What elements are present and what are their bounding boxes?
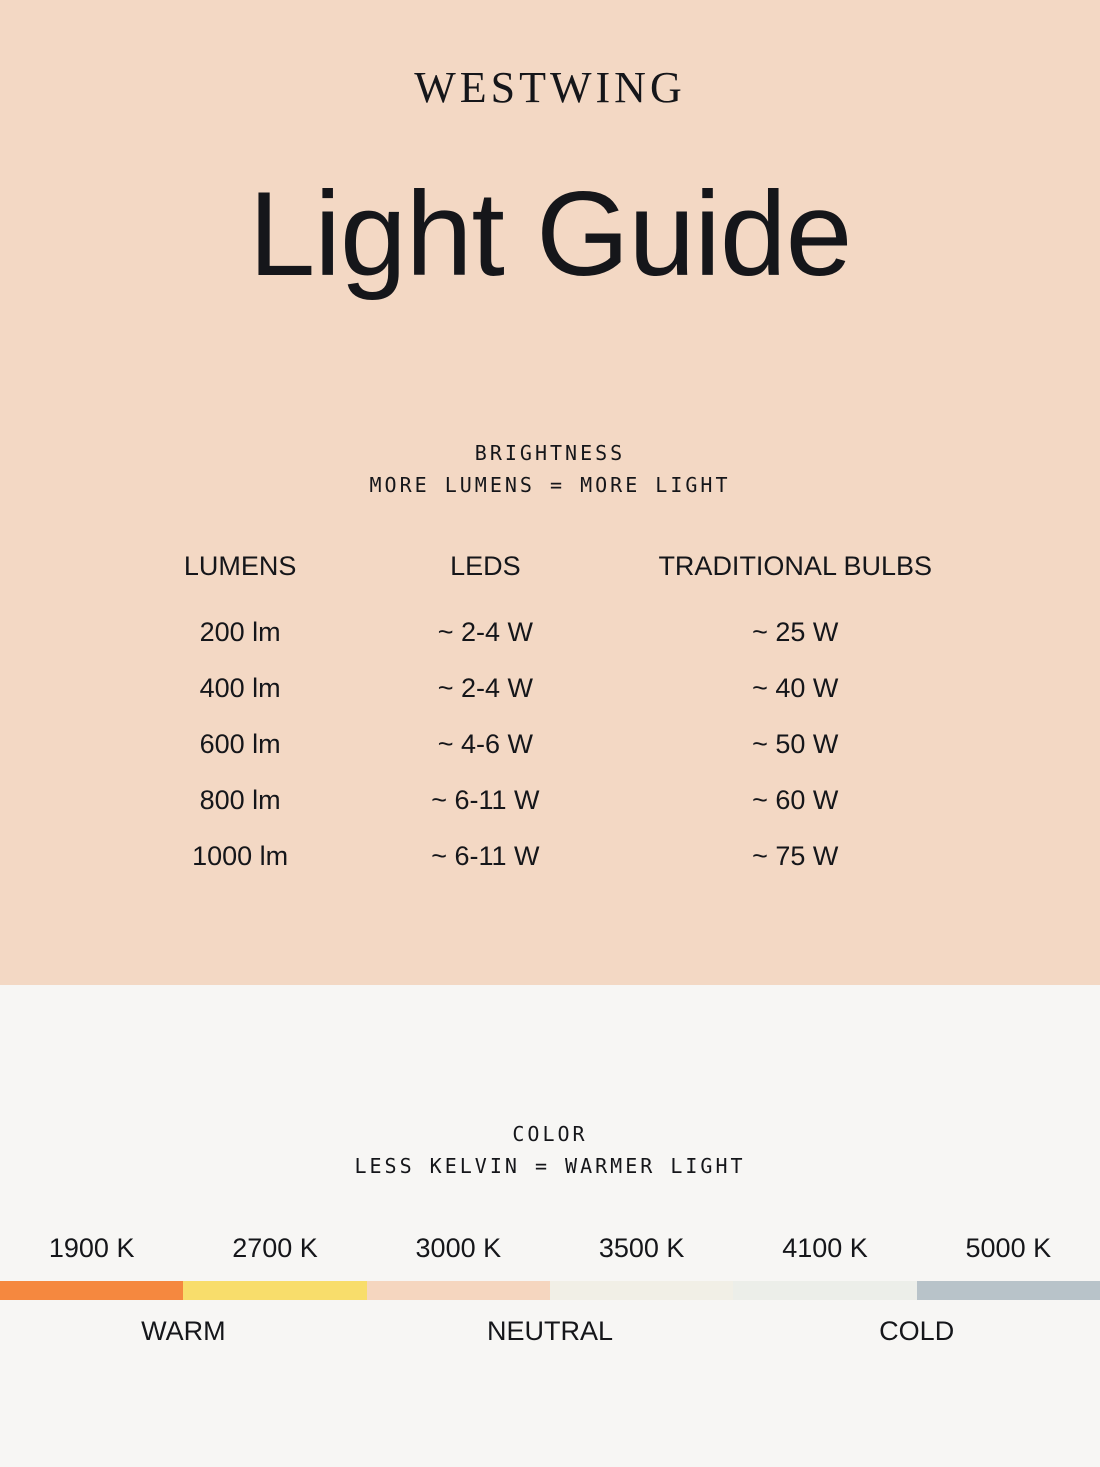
cell-leds: ~ 4-6 W: [437, 728, 533, 759]
cell-bulbs: ~ 40 W: [752, 672, 839, 703]
kelvin-value: 5000 K: [965, 1233, 1052, 1263]
temperature-label-neutral: NEUTRAL: [486, 1316, 614, 1346]
cell-lumens: 600 lm: [199, 728, 281, 759]
brightness-table: [110, 550, 990, 884]
table-row: [110, 716, 990, 772]
color-swatch: [0, 1281, 183, 1300]
color-swatch: [733, 1281, 916, 1300]
color-swatch: [367, 1281, 550, 1300]
column-header-leds: LEDS: [450, 551, 521, 581]
kelvin-value: 4100 K: [782, 1233, 868, 1263]
cell-bulbs: ~ 75 W: [752, 840, 839, 871]
cell-lumens: 800 lm: [199, 784, 281, 815]
column-header-lumens: LUMENS: [183, 551, 297, 581]
page-title: Light Guide: [248, 167, 852, 301]
cell-leds: ~ 6-11 W: [431, 784, 540, 815]
cell-bulbs: ~ 60 W: [752, 784, 839, 815]
cell-leds: ~ 2-4 W: [437, 616, 533, 647]
color-swatch: [550, 1281, 733, 1300]
table-row: [110, 604, 990, 660]
kelvin-value: 1900 K: [48, 1233, 135, 1263]
kelvin-value: 2700 K: [232, 1233, 318, 1263]
brightness-section-label: [0, 437, 1100, 501]
cell-bulbs: ~ 25 W: [752, 616, 839, 647]
cell-leds: ~ 6-11 W: [431, 840, 540, 871]
kelvin-scale-labels: [0, 1233, 1100, 1264]
temperature-label-cold: COLD: [879, 1316, 955, 1346]
color-section-label: [0, 1118, 1100, 1182]
table-row: [110, 660, 990, 716]
kelvin-value: 3500 K: [598, 1233, 685, 1263]
color-swatch: [183, 1281, 366, 1300]
table-row: [110, 828, 990, 884]
brand-logo: WESTWING: [414, 63, 686, 112]
table-header-row: [110, 550, 990, 604]
cell-bulbs: ~ 50 W: [752, 728, 839, 759]
color-swatch: [917, 1281, 1100, 1300]
kelvin-value: 3000 K: [415, 1233, 502, 1263]
cell-leds: ~ 2-4 W: [437, 672, 533, 703]
cell-lumens: 1000 lm: [192, 840, 289, 871]
brightness-sublabel: MORE LUMENS = MORE LIGHT: [369, 473, 731, 497]
cell-lumens: 400 lm: [199, 672, 281, 703]
color-sublabel: LESS KELVIN = WARMER LIGHT: [354, 1154, 746, 1178]
temperature-labels: [0, 1316, 1100, 1347]
temperature-label-warm: WARM: [141, 1316, 226, 1346]
color-temperature-swatches: [0, 1281, 1100, 1300]
cell-lumens: 200 lm: [199, 616, 281, 647]
color-label: COLOR: [512, 1122, 588, 1146]
brightness-label: BRIGHTNESS: [474, 441, 626, 465]
table-row: [110, 772, 990, 828]
column-header-traditional-bulbs: TRADITIONAL BULBS: [658, 551, 932, 581]
color-panel: [0, 985, 1100, 1467]
